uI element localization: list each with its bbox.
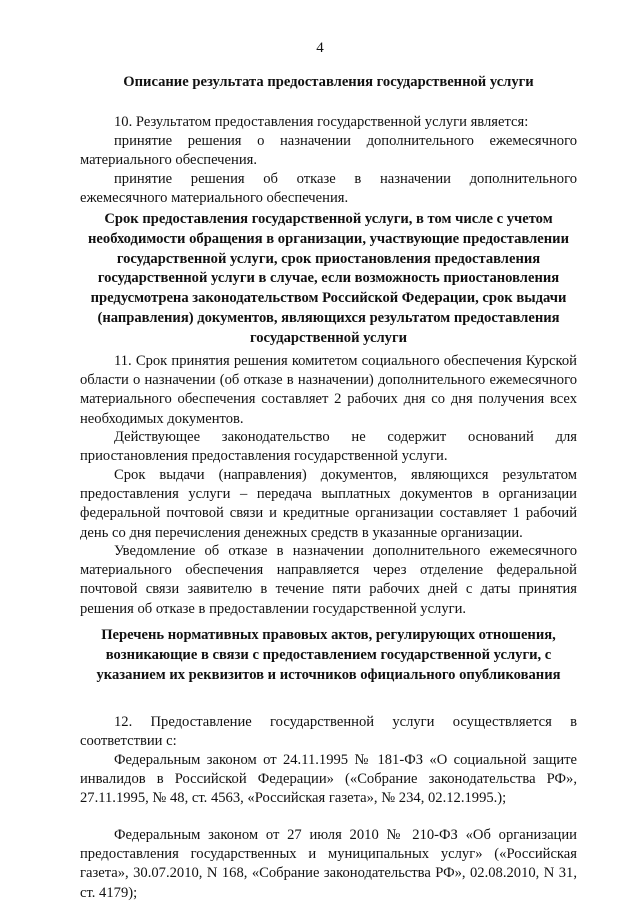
section-heading-legal-acts: Перечень нормативных правовых актов, регулирующих отношения, возникающие в связи с предоставлением государственной услуги, с указанием их реквизитов и источников официального опубликования — [96, 627, 561, 683]
paragraph-refusal-notice: Уведомление об отказе в назначении дополнительного ежемесячного материального обеспечения направляется через отделение федеральной почтовой связи заявителю в течение пяти рабочих дней с даты принятия решения об отказе в предоставлении государственной услуги. — [80, 543, 577, 617]
paragraph-11: 11. Срок принятия решения комитетом социального обеспечения Курской области о назначении (об отказе в назначении) дополнительного ежемесячного материального обеспечения составляет 2 рабочих дня со дня получения всех необходимых документов. — [80, 353, 577, 427]
section-heading-terms: Срок предоставления государственной услуги, в том числе с учетом необходимости обращения в организации, участвующие предоставлении государственной услуги, срок приостановления предоставления государственной услуги в случае, если возможность приостановления предусмотрена законодательством Российской Федерации, срок выдачи (направления) документов, являющихся результатом предоставления государственной услуги — [88, 211, 569, 346]
paragraph-issue-term: Срок выдачи (направления) документов, являющихся результатом предоставления услуги – передача выплатных документов в организации федеральной почтовой связи и кредитные организации составляет 1 рабочий день со дня перечисления денежных средств в указанные организации. — [80, 467, 577, 541]
paragraph-no-suspension: Действующее законодательство не содержит оснований для приостановления предоставления государственной услуги. — [80, 429, 577, 465]
paragraph-decision-grant: принятие решения о назначении дополнительного ежемесячного материального обеспечения. — [80, 133, 577, 169]
paragraph-decision-refusal: принятие решения об отказе в назначении дополнительного ежемесячного материального обеспечения. — [80, 171, 577, 207]
paragraph-10: 10. Результатом предоставления государственной услуги является: — [114, 114, 529, 130]
page-number: 4 — [316, 40, 324, 56]
paragraph-law-210: Федеральным законом от 27 июля 2010 № 210-ФЗ «Об организации предоставления государственных и муниципальных услуг» («Российская газета», 30.07.2010, N 168, «Собрание законодательства РФ», 02.08.2010, N 31, ст. 4179); — [80, 827, 577, 901]
paragraph-law-181: Федеральным законом от 24.11.1995 № 181-ФЗ «О социальной защите инвалидов в Российской Федерации» («Собрание законодательства РФ», 27.11.1995, № 48, ст. 4563, «Российская газета», № 234, 02.12.1995.); — [80, 752, 577, 807]
section-heading-result: Описание результата предоставления государственной услуги — [123, 74, 534, 90]
paragraph-12: 12. Предоставление государственной услуги осуществляется в соответствии с: — [80, 714, 577, 750]
